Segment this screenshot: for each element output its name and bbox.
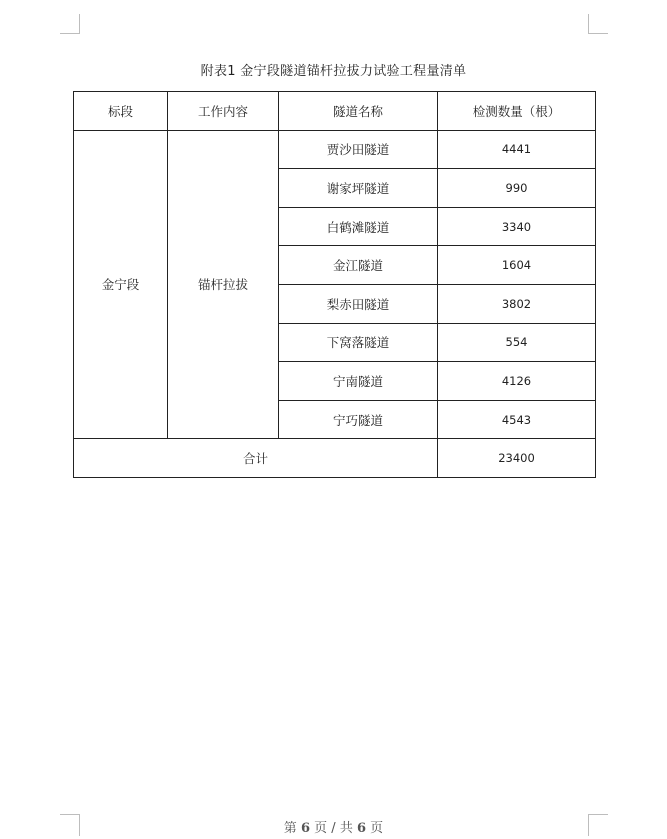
count-cell: 3340: [438, 207, 596, 246]
header-row: [74, 92, 596, 131]
page-footer: [0, 817, 667, 836]
footer-total-unit: 页: [370, 821, 384, 836]
tunnel-name-cell: 下窝落隧道: [279, 323, 438, 362]
tunnel-name-cell: 金江隧道: [279, 246, 438, 285]
footer-total-prefix: 共: [339, 821, 353, 836]
footer-prefix: 第: [283, 821, 297, 836]
total-row: [74, 439, 596, 478]
tunnel-name-cell: 贾沙田隧道: [279, 130, 438, 169]
crop-mark-top-left-v: [79, 14, 80, 33]
current-page-number: 6: [300, 821, 310, 836]
header-section: 标段: [74, 92, 168, 131]
count-cell: 4126: [438, 362, 596, 401]
crop-mark-top-right-h: [588, 33, 608, 34]
tunnel-name-cell: 白鹤滩隧道: [279, 207, 438, 246]
section-cell: 金宁段: [74, 130, 168, 439]
crop-mark-top-right-v: [588, 14, 589, 33]
count-cell: 4441: [438, 130, 596, 169]
total-label: 合计: [74, 439, 438, 478]
crop-mark-top-left-h: [60, 33, 80, 34]
header-work: 工作内容: [168, 92, 279, 131]
quantity-table: [73, 91, 596, 478]
work-cell: 锚杆拉拔: [168, 130, 279, 439]
tunnel-name-cell: 谢家坪隧道: [279, 169, 438, 208]
count-cell: 990: [438, 169, 596, 208]
footer-page-unit: 页: [314, 821, 328, 836]
header-tunnel-name: 隧道名称: [279, 92, 438, 131]
tunnel-name-cell: 梨赤田隧道: [279, 284, 438, 323]
count-cell: 3802: [438, 284, 596, 323]
total-value: 23400: [438, 439, 596, 478]
count-cell: 1604: [438, 246, 596, 285]
table-row: [74, 130, 596, 169]
table-title: 附表1 金宁段隧道锚杆拉拔力试验工程量清单: [200, 64, 467, 79]
tunnel-name-cell: 宁巧隧道: [279, 400, 438, 439]
total-pages-number: 6: [356, 821, 367, 836]
tunnel-name-cell: 宁南隧道: [279, 362, 438, 401]
crop-mark-bottom-right-h: [588, 814, 608, 815]
crop-mark-bottom-left-h: [60, 814, 80, 815]
count-cell: 554: [438, 323, 596, 362]
header-count: 检测数量（根）: [438, 92, 596, 131]
count-cell: 4543: [438, 400, 596, 439]
footer-separator: /: [331, 821, 336, 836]
